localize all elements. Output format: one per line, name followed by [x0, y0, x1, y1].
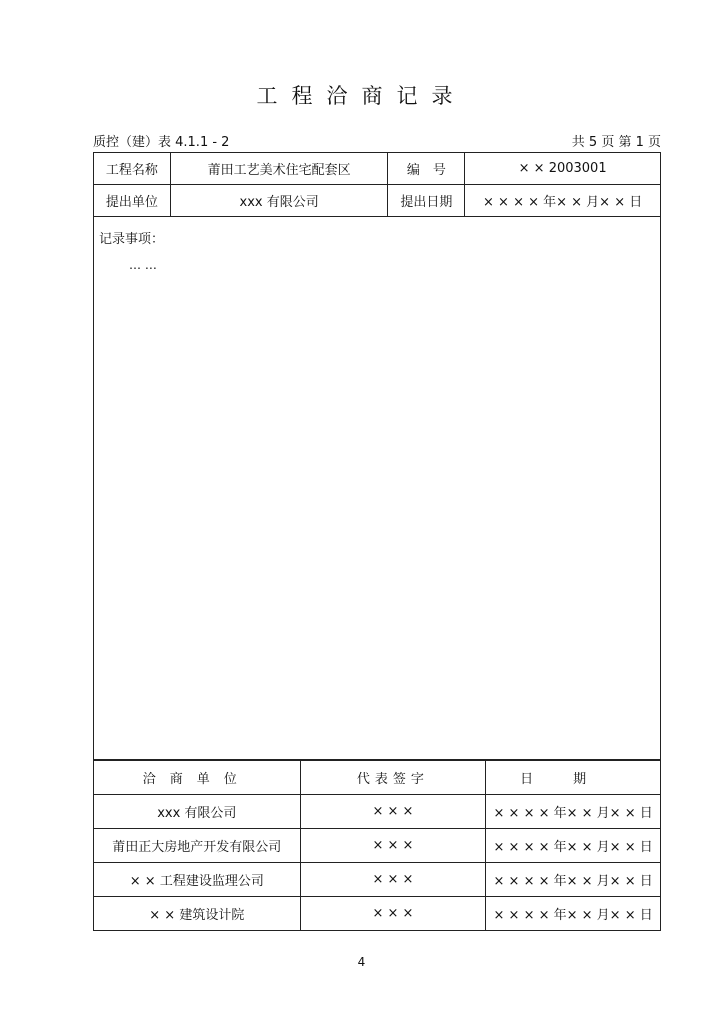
submitter-label: 提出单位	[94, 185, 171, 217]
signature-table	[93, 760, 661, 931]
record-label: 记录事项：	[99, 232, 165, 247]
table-header-row	[94, 761, 661, 795]
table-row	[94, 897, 661, 931]
date-cell: × × × × 年× × 月× × 日	[486, 897, 661, 931]
signature-cell: × × ×	[300, 897, 486, 931]
submit-date-value: × × × × 年× × 月× × 日	[465, 185, 661, 217]
record-content: … …	[129, 258, 157, 272]
unit-cell: xxx 有限公司	[94, 795, 301, 829]
submitter-value: xxx 有限公司	[170, 185, 388, 217]
unit-cell: × × 工程建设监理公司	[94, 863, 301, 897]
unit-cell: 莆田正大房地产开发有限公司	[94, 829, 301, 863]
signature-cell: × × ×	[300, 863, 486, 897]
document-title: 工程洽商记录	[256, 84, 467, 108]
date-cell: × × × × 年× × 月× × 日	[486, 795, 661, 829]
page-number: 4	[357, 955, 366, 969]
date-cell: × × × × 年× × 月× × 日	[486, 863, 661, 897]
form-code: 质控（建）表 4.1.1 - 2	[93, 135, 230, 150]
date-cell: × × × × 年× × 月× × 日	[486, 829, 661, 863]
table-row	[94, 863, 661, 897]
signature-cell: × × ×	[300, 795, 486, 829]
date-header: 日期	[486, 761, 661, 795]
number-label: 编 号	[388, 153, 465, 185]
unit-cell: × × 建筑设计院	[94, 897, 301, 931]
project-name-label: 工程名称	[94, 153, 171, 185]
project-name-value: 莆田工艺美术住宅配套区	[170, 153, 388, 185]
number-value: × × 2003001	[465, 153, 661, 185]
record-section	[93, 216, 661, 760]
table-row	[94, 795, 661, 829]
project-info-table	[93, 152, 661, 217]
table-row	[94, 829, 661, 863]
table-row	[94, 185, 661, 217]
page-info: 共 5 页 第 1 页	[571, 135, 661, 150]
table-row	[94, 153, 661, 185]
submit-date-label: 提出日期	[388, 185, 465, 217]
signature-header: 代表签字	[300, 761, 486, 795]
signature-cell: × × ×	[300, 829, 486, 863]
unit-header: 洽商单位	[94, 761, 301, 795]
